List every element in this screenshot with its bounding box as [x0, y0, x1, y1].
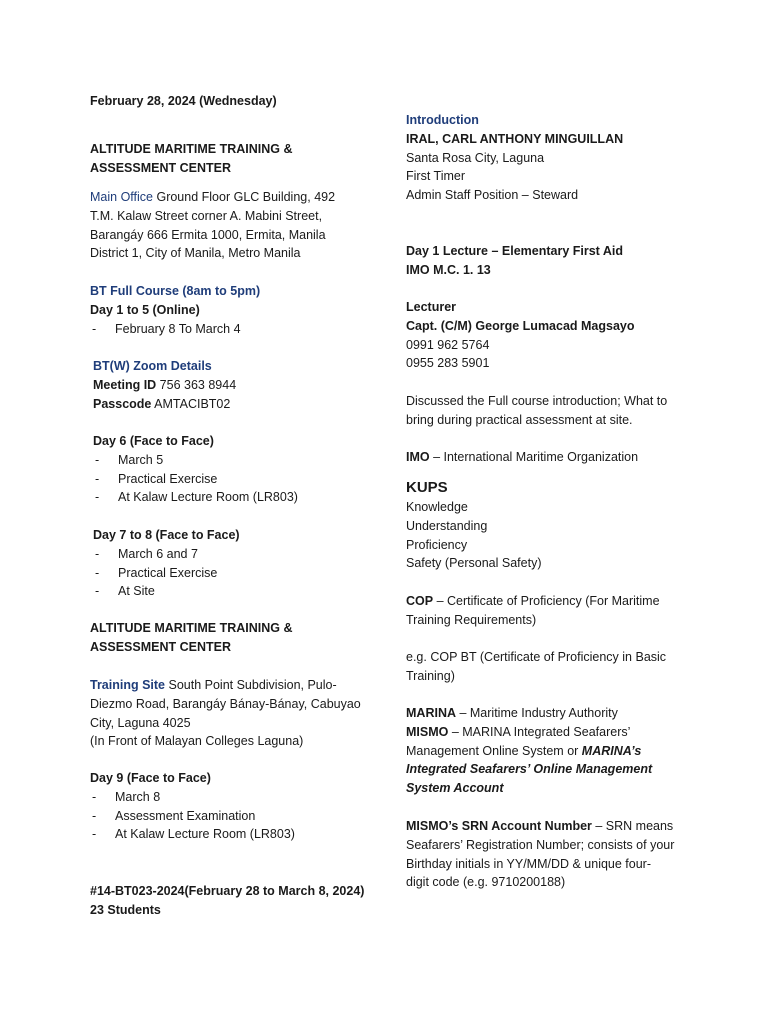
imo-definition: IMO – International Maritime Organization [406, 450, 639, 464]
zoom-details-section: BT(W) Zoom Details Meeting ID 756 363 8944 Passcode AMTACIBT02 [90, 357, 375, 413]
list-item: - March 6 and 7 [93, 545, 375, 564]
list-item: - March 8 [90, 788, 375, 807]
date-heading: February 28, 2024 (Wednesday) [90, 94, 277, 108]
phone-number: 0991 962 5764 [406, 337, 490, 352]
list-item: - March 5 [93, 451, 375, 470]
main-office-address: Main Office Ground Floor GLC Building, 492 T.M. Kalaw Street corner A. Mabini Street, Barangáy 666 Ermita 1000, Ermita, Manila District 1, City of Manila, Metro Manila [90, 190, 336, 261]
main-office-label: Main Office [90, 190, 153, 204]
kups-section [406, 478, 691, 573]
center-name-training: ALTITUDE MARITIME TRAINING & ASSESSMENT CENTER [90, 621, 293, 654]
zoom-details-title: BT(W) Zoom Details [93, 359, 212, 373]
day9-section [90, 769, 375, 844]
lecturer-section [406, 298, 691, 373]
bt-full-course-section [90, 282, 375, 338]
list-item: - Practical Exercise [93, 470, 375, 489]
day7-8-section [90, 526, 375, 601]
day1-5-list [90, 320, 375, 339]
student-count: 23 Students [90, 902, 161, 917]
phone-number: 0955 283 5901 [406, 356, 490, 371]
list-item: - At Site [93, 582, 375, 601]
bt-full-course-title: BT Full Course (8am to 5pm) [90, 284, 261, 298]
student-name: IRAL, CARL ANTHONY MINGUILLAN [406, 131, 624, 146]
srn-definition: MISMO’s SRN Account Number – SRN means Seafarers’ Registration Number; consists of your Birthday initials in YY/MM/DD & unique four- digit code (e.g. 9710200188) [406, 819, 675, 890]
lecture-section [406, 242, 691, 280]
batch-code: #14-BT023-2024(February 28 to March 8, 2024) [90, 884, 365, 898]
center-name-main: ALTITUDE MARITIME TRAINING & ASSESSMENT CENTER [90, 142, 293, 175]
introduction-title: Introduction [406, 113, 479, 127]
cop-example: e.g. COP BT (Certificate of Proficiency in Basic Training) [406, 650, 667, 683]
lecturer-name: Capt. (C/M) George Lumacad Magsayo [406, 318, 635, 333]
list-item: - Assessment Examination [90, 807, 375, 826]
discussion-notes: Discussed the Full course introduction; What to bring during practical assessment at site. [406, 394, 668, 427]
list-item: Proficiency [406, 537, 468, 552]
imo-circular: IMO M.C. 1. 13 [406, 262, 491, 277]
batch-info [90, 882, 375, 920]
list-item: - At Kalaw Lecture Room (LR803) [93, 488, 375, 507]
list-item: Understanding [406, 518, 488, 533]
introduction-section: Introduction IRAL, CARL ANTHONY MINGUILLAN Santa Rosa City, Laguna First Timer Admin Staff Position – Steward [406, 111, 691, 205]
day7-8-list [93, 545, 375, 601]
list-item: Knowledge [406, 500, 468, 514]
kups-title: KUPS [406, 479, 448, 496]
passcode-value: AMTACIBT02 [151, 396, 231, 411]
list-item: - February 8 To March 4 [90, 320, 375, 339]
lecturer-label: Lecturer [406, 300, 457, 314]
training-site-address: Training Site South Point Subdivision, Pulo- Diezmo Road, Barangáy Bánay-Bánay, Cabuyao City, Laguna 4025 (In Front of Malayan Colleges Laguna) [90, 678, 361, 749]
cop-definition: COP – Certificate of Proficiency (For Maritime Training Requirements) [406, 594, 660, 627]
training-site-label: Training Site [90, 678, 166, 692]
list-item: - Practical Exercise [93, 564, 375, 583]
marina-mismo-definitions: MARINA – Maritime Industry Authority MISMO – MARINA Integrated Seafarers’ Management Online System or MARINA’s Integrated Seafarers’ Online Management System Account [406, 706, 653, 796]
list-item: - At Kalaw Lecture Room (LR803) [90, 825, 375, 844]
meeting-id-value: 756 363 8944 [156, 377, 237, 392]
day6-section [90, 432, 375, 507]
day9-heading: Day 9 (Face to Face) [90, 771, 211, 785]
list-item: Safety (Personal Safety) [406, 556, 542, 571]
day6-heading: Day 6 (Face to Face) [93, 434, 214, 448]
day9-list [90, 788, 375, 844]
lecture-title: Day 1 Lecture – Elementary First Aid [406, 244, 623, 258]
day1-5-heading: Day 1 to 5 (Online) [90, 302, 200, 317]
day7-8-heading: Day 7 to 8 (Face to Face) [93, 528, 240, 542]
day6-list [93, 451, 375, 507]
